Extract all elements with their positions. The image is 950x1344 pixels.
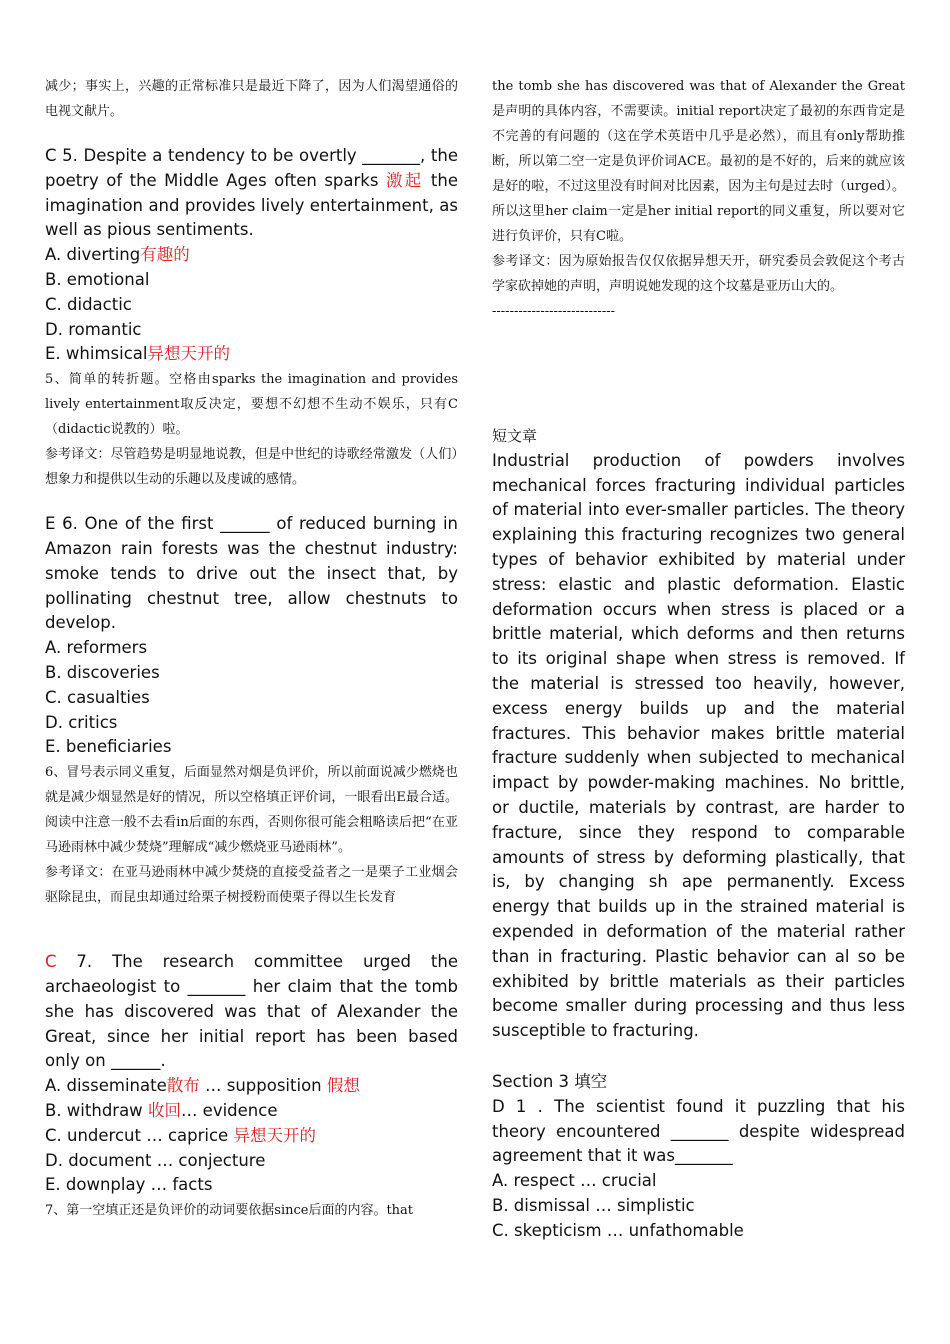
q5-option-e [45,342,458,367]
intro-note: 减少；事实上，兴趣的正常标准只是最近下降了，因为人们渴望通俗的电视文献片。 [45,79,458,119]
q6-option-a: A. reformers [45,638,148,658]
divider: ---------------------------- [492,304,615,319]
q6-option-b: B. discoveries [45,662,160,682]
q6-option-e: E. beneficiaries [45,737,172,757]
q5-option-e-gloss: 异想天开的 [147,344,230,364]
q6-option-d: D. critics [45,712,118,732]
q7-option-b-gloss: 收回 [147,1100,181,1120]
q5-translation: 参考译文：尽管趋势是明显地说教，但是中世纪的诗歌经常激发（人们）想象力和提供以生动的乐趣以及虔诚的感情。 [45,447,458,488]
s3-question-1-stem: D 1 . The scientist found it puzzling that his theory encountered _______ despite widespread agreement that it was_______ [492,1096,905,1166]
question-7-stem [45,950,458,1074]
q5-stem-prefix: C 5. Despite a tendency to be overtly _______, the poetry of the Middle Ages often sparks [45,146,458,190]
s3q1-option-a: A. respect … crucial [492,1171,657,1191]
q5-option-d: D. romantic [45,319,142,339]
q7-option-a-text: A. disseminate [45,1076,167,1096]
q5-gloss: 激起 [385,170,424,190]
q7-option-c [45,1124,458,1149]
s3q1-option-c: C. skepticism … unfathomable [492,1220,744,1240]
q5-option-a-gloss: 有趣的 [140,245,190,265]
section-3-heading: Section 3 填空 [492,1071,608,1091]
q7-translation: 参考译文：因为原始报告仅仅依据异想天开，研究委员会敦促这个考古学家砍掉她的声明，声明说她发现的这个坟墓是亚历山大的。 [492,254,905,294]
q6-translation: 参考译文：在亚马逊雨林中减少焚烧的直接受益者之一是栗子工业烟会驱除昆虫，而昆虫却通过给栗子树授粉而使栗子得以生长发育 [45,865,458,906]
q7-option-a-mid: … supposition [199,1076,327,1096]
q7-option-d: D. document … conjecture [45,1150,266,1170]
s3q1-option-b: B. dismissal … simplistic [492,1195,695,1215]
left-column [45,74,458,1223]
q5-stem-rest: the imagination and provides lively entertainment, as well as pious sentiments. [45,170,459,240]
right-column [492,74,905,1244]
q7-stem-text: 7. The research committee urged the archaeologist to _______ her claim that the tomb she has discovered was that of Alexander the Great, since her initial report has been based only on ______. [45,952,458,1071]
q5-option-a-text: A. diverting [45,245,141,265]
reading-passage: Industrial production of powders involves mechanical forces fracturing individual particles of material into ever-smaller particles. The theory explaining this fracturing recognizes two general types of behavior exhibited by material under stress: elastic and plastic deformation. Elastic deformation occurs when stress is placed or a brittle material, which deforms and then returns to its original shape when stress is removed. If the material is stressed too heavily, however, excess energy builds up and the material fractures. This behavior makes brittle material fracture suddenly when subjected to mechanical impact by powder-making machines. No brittle, or ductile, materials by contrast, are harder to fracture, since they respond to comparable amounts of stress by deforming plastically, that is, by changing sh ape permanently. Excess energy that builds up in the strained material is expended in deformation of the material rather than in fracturing. Plastic behavior can al so be exhibited by brittle materials as their particles become smaller during processing and thus less susceptible to fracturing. [492,450,905,1041]
question-6-stem: E 6. One of the first ______ of reduced burning in Amazon rain forests was the chestnut industry: smoke tends to drive out the insect that, by pollinating chestnut tree, allow chestnuts to develop. [45,514,458,633]
q7-option-b-text: B. withdraw [45,1100,148,1120]
q7-explanation-start: 7、第一空填正还是负评价的动词要依据since后面的内容。that [45,1203,414,1219]
q7-explanation-continued: the tomb she has discovered was that of Alexander the Great是声明的具体内容，不需要读。initial report决定了最初的东西肯定是不完善的有问题的（这在学术英语中几乎是必然），而且有only帮助推断，所以第二空一定是负评价词ACE。最初的是不好的，后来的就应该是好的啦，不过这里没有时间对比因素，因为主句是过去时（urged）。所以这里her claim一定是her initial report的同义重复，所以要对它进行负评价，只有C啦。 [492,79,905,244]
q7-option-a-gloss-2: 假想 [326,1076,360,1096]
q7-option-c-gloss: 异想天开的 [233,1125,316,1145]
q5-option-b: B. emotional [45,269,150,289]
q5-option-a [45,243,458,268]
q7-option-c-text: C. undercut … caprice [45,1125,234,1145]
q6-explanation: 6、冒号表示同义重复，后面显然对烟是负评价，所以前面说减少燃烧也就是减少烟显然是好的情况，所以空格填正评价词，一眼看出E最合适。阅读中注意一般不去看in后面的东西，否则你很可能会粗略读后把“在亚马逊雨林中减少焚烧”理解成“减少燃烧亚马逊雨林”。 [45,765,458,856]
q7-option-b-mid: … evidence [180,1100,278,1120]
q7-option-e: E. downplay … facts [45,1175,213,1195]
q7-option-a [45,1074,458,1099]
q6-option-c: C. casualties [45,687,150,707]
q7-option-b [45,1099,458,1124]
question-5-stem [45,144,458,243]
q5-option-c: C. didactic [45,294,132,314]
q5-option-e-text: E. whimsical [45,344,148,364]
short-passage-heading: 短文章 [492,427,538,445]
q7-answer: C [45,952,57,972]
q7-option-a-gloss-1: 散布 [166,1076,200,1096]
q5-explanation: 5、简单的转折题。空格由sparks the imagination and provides lively entertainment取反决定，要想不幻想不生动不娱乐，只有C（didactic说教的）啦。 [45,372,458,438]
